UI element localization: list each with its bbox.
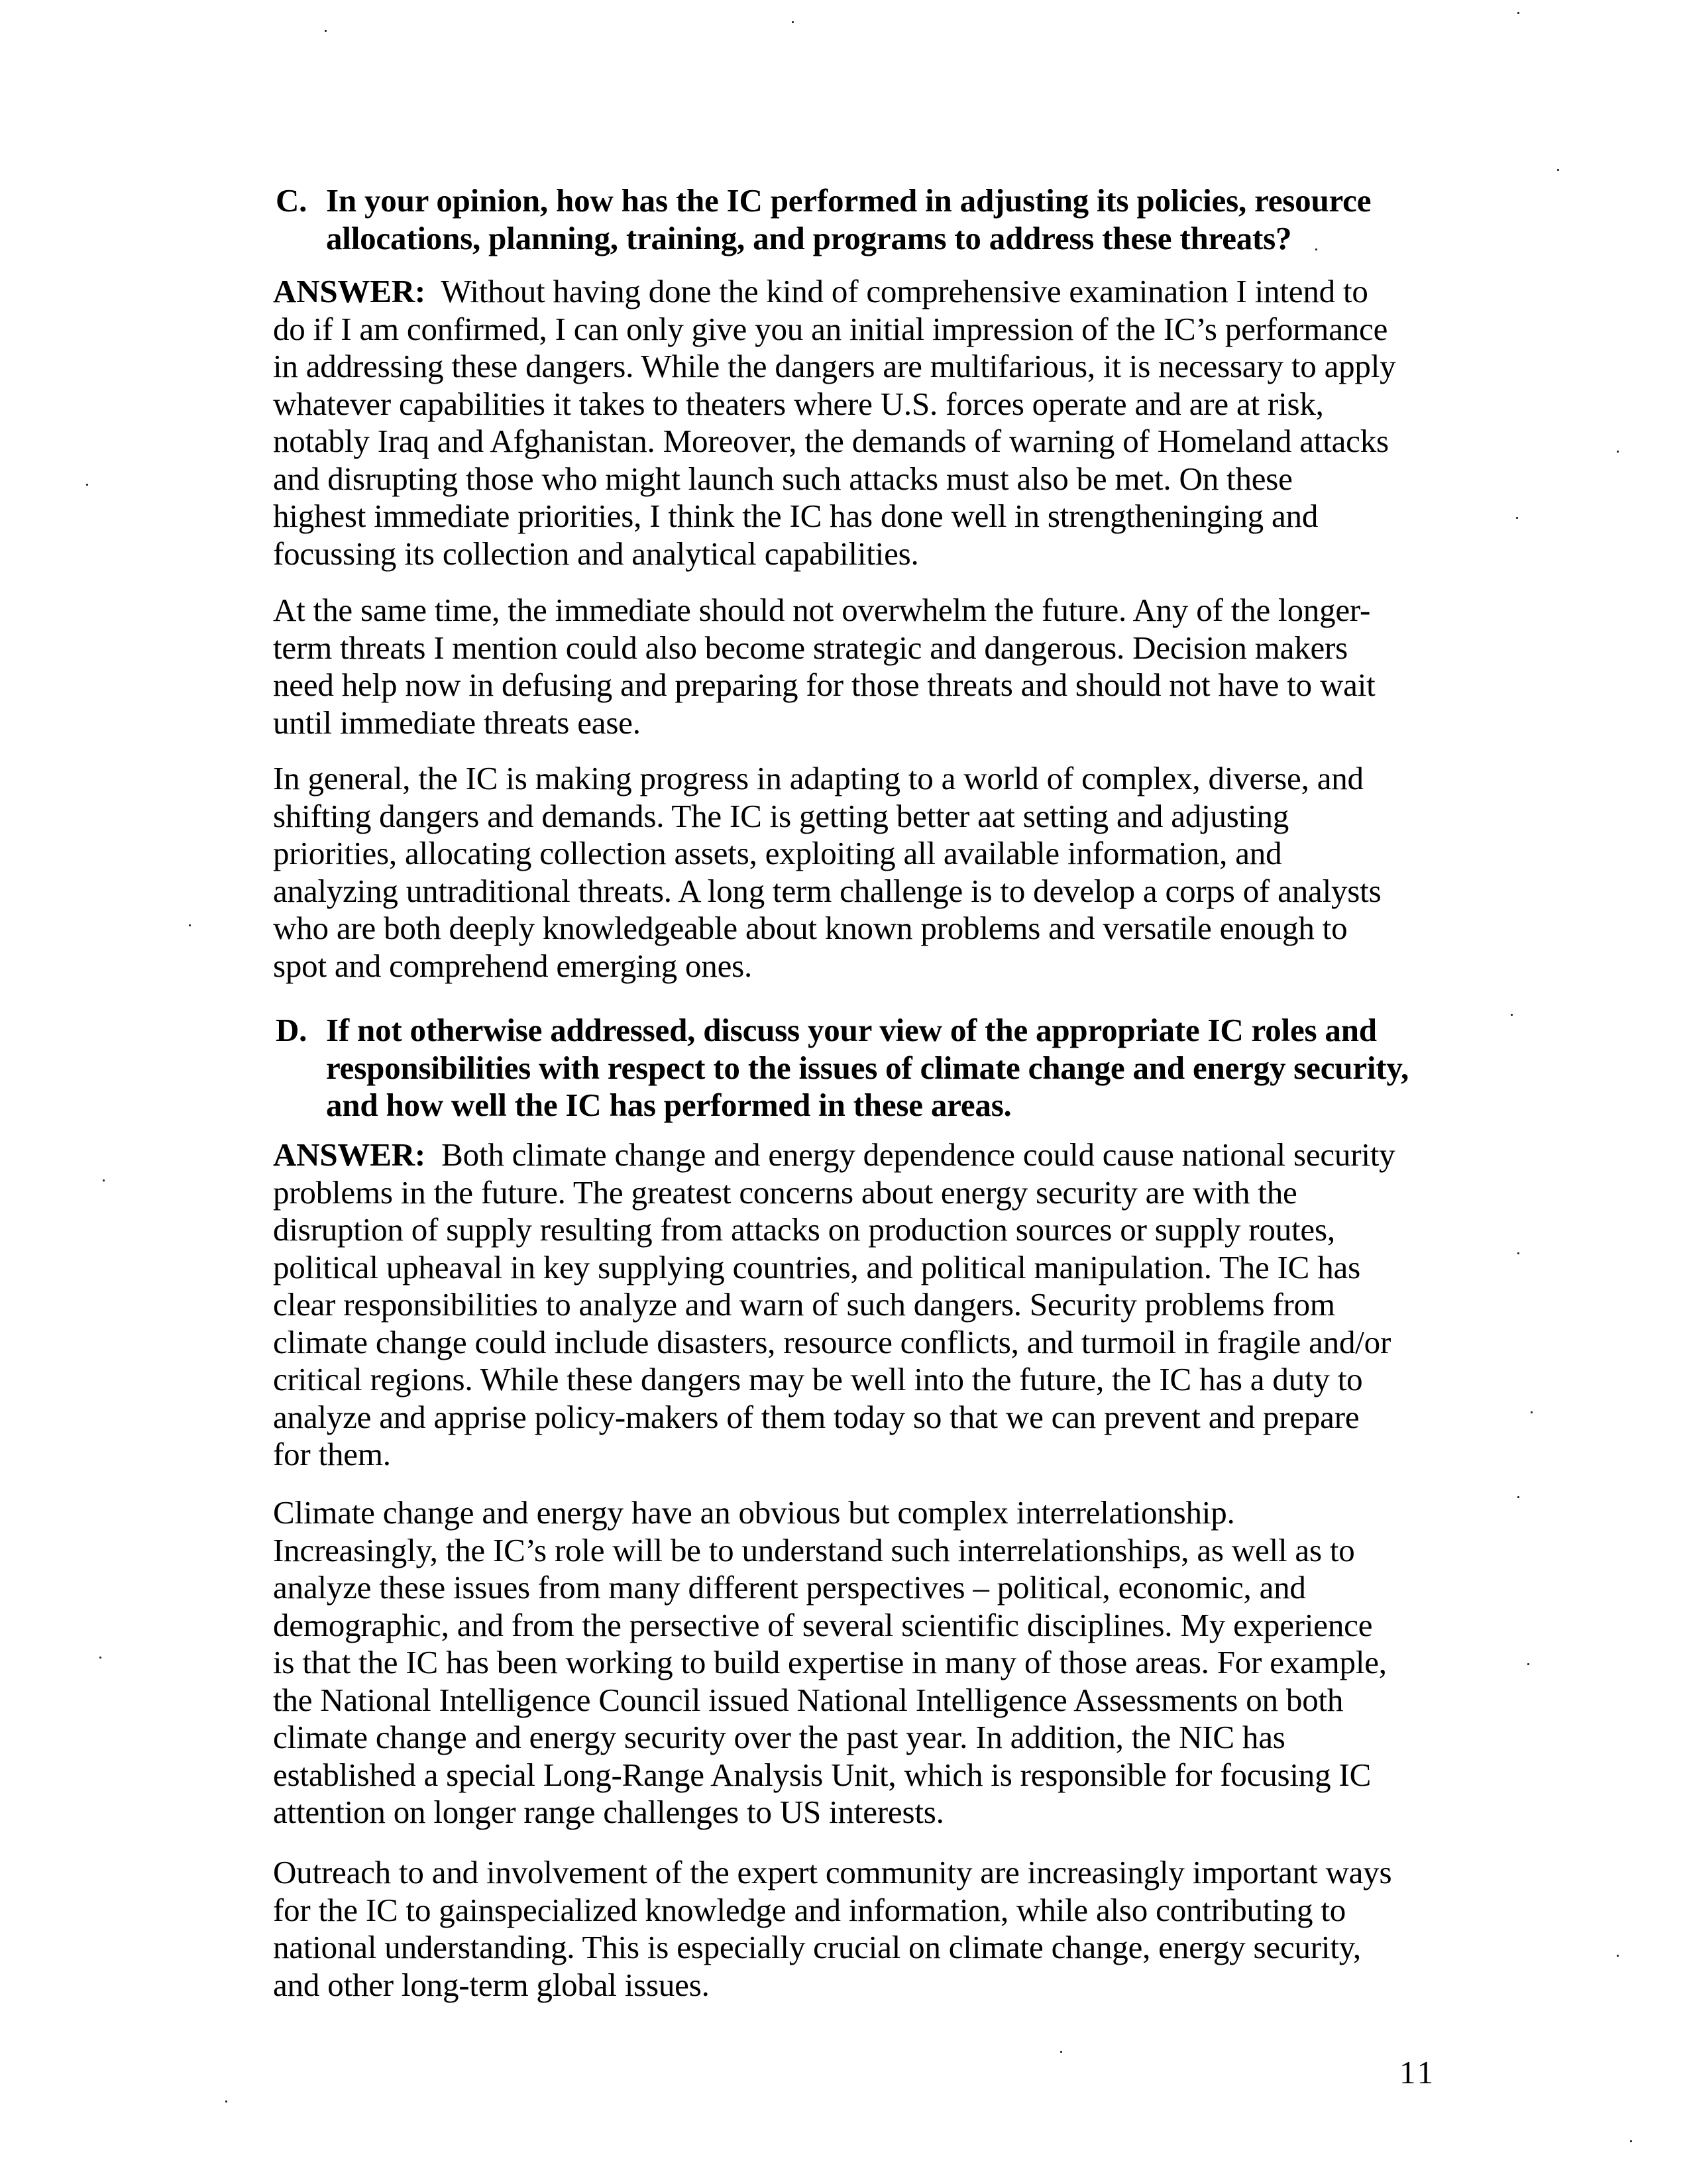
answer-line: At the same time, the immediate should not overwhelm the future. Any of the longer- bbox=[273, 592, 1371, 628]
answer-line: whatever capabilities it takes to theaters where U.S. forces operate and are at risk, bbox=[273, 385, 1324, 422]
scan-speck bbox=[1557, 169, 1559, 171]
answer-line: notably Iraq and Afghanistan. Moreover, the demands of warning of Homeland attacks bbox=[273, 423, 1389, 459]
answer-line: established a special Long-Range Analysis Unit, which is responsible for focusing IC bbox=[273, 1756, 1372, 1793]
scan-speck bbox=[1516, 517, 1518, 519]
answer-line: Increasingly, the IC’s role will be to understand such interrelationships, as well as to bbox=[273, 1531, 1355, 1568]
scan-speck bbox=[1617, 1955, 1619, 1957]
answer-line: until immediate threats ease. bbox=[273, 704, 641, 741]
answer-line: term threats I mention could also become strategic and dangerous. Decision makers bbox=[273, 629, 1348, 666]
answer-line: priorities, allocating collection assets, exploiting all available information, and bbox=[273, 835, 1282, 871]
question-d bbox=[273, 1012, 1452, 1124]
answer-line: the National Intelligence Council issued National Intelligence Assessments on both bbox=[273, 1681, 1344, 1718]
answer-line: Climate change and energy have an obvious but complex interrelationship. bbox=[273, 1494, 1235, 1531]
answer-line: disruption of supply resulting from attacks on production sources or supply routes, bbox=[273, 1211, 1335, 1248]
scan-speck bbox=[1531, 1411, 1533, 1413]
answer-line: highest immediate priorities, I think the IC has done well in strengtheninging and bbox=[273, 498, 1319, 534]
question-letter: C. bbox=[276, 182, 307, 219]
question-c bbox=[273, 182, 1452, 257]
scan-speck bbox=[225, 2101, 227, 2102]
answer-line: spot and comprehend emerging ones. bbox=[273, 947, 753, 984]
question-text: If not otherwise addressed, discuss your view of the appropriate IC roles and bbox=[326, 1012, 1377, 1048]
answer-line: and other long-term global issues. bbox=[273, 1966, 710, 2003]
answer-c-paragraph-2 bbox=[273, 592, 1452, 741]
answer-line: demographic, and from the persective of several scientific disciplines. My experience bbox=[273, 1606, 1373, 1643]
scan-speck bbox=[1630, 2140, 1632, 2142]
scan-speck bbox=[86, 484, 88, 486]
answer-line: is that the IC has been working to build expertise in many of those areas. For example, bbox=[273, 1644, 1387, 1680]
answer-line: need help now in defusing and preparing for those threats and should not have to wait bbox=[273, 667, 1376, 703]
page-number: 11 bbox=[1399, 2054, 1437, 2091]
question-text: In your opinion, how has the IC performed in adjusting its policies, resource bbox=[326, 182, 1372, 219]
answer-line: who are both deeply knowledgeable about known problems and versatile enough to bbox=[273, 910, 1348, 946]
scan-speck bbox=[99, 1657, 101, 1659]
answer-text: Both climate change and energy dependence could cause national security bbox=[441, 1136, 1395, 1173]
answer-line: shifting dangers and demands. The IC is getting better aat setting and adjusting bbox=[273, 797, 1289, 834]
answer-c-paragraph-3 bbox=[273, 760, 1452, 985]
scan-speck bbox=[103, 1179, 105, 1181]
question-letter: D. bbox=[276, 1012, 307, 1048]
question-text: allocations, planning, training, and programs to address these threats? bbox=[326, 219, 1292, 256]
answer-line: climate change could include disasters, resource conflicts, and turmoil in fragile and/or bbox=[273, 1323, 1391, 1360]
scan-speck bbox=[189, 924, 191, 926]
answer-d-paragraph-2 bbox=[273, 1494, 1452, 1831]
answer-line: analyze these issues from many different perspectives – political, economic, and bbox=[273, 1569, 1306, 1606]
question-line bbox=[273, 220, 1452, 258]
question-line bbox=[273, 1087, 1452, 1124]
answer-d-paragraph-3 bbox=[273, 1854, 1452, 2004]
answer-line: focussing its collection and analytical capabilities. bbox=[273, 535, 919, 572]
answer-line: Outreach to and involvement of the expert community are increasingly important ways bbox=[273, 1854, 1392, 1890]
scan-speck bbox=[1517, 1252, 1519, 1254]
question-line bbox=[273, 182, 1452, 220]
answer-line bbox=[273, 1136, 1452, 1174]
answer-label: ANSWER: bbox=[273, 1136, 426, 1173]
answer-line: critical regions. While these dangers may be well into the future, the IC has a duty to bbox=[273, 1361, 1363, 1397]
scan-speck bbox=[792, 21, 794, 23]
answer-line: attention on longer range challenges to US interests. bbox=[273, 1794, 944, 1830]
answer-line: analyze and apprise policy-makers of them today so that we can prevent and prepare bbox=[273, 1398, 1360, 1435]
answer-line: problems in the future. The greatest concerns about energy security are with the bbox=[273, 1174, 1297, 1211]
question-text: responsibilities with respect to the issues of climate change and energy security, bbox=[326, 1049, 1409, 1086]
answer-line: climate change and energy security over the past year. In addition, the NIC has bbox=[273, 1719, 1285, 1755]
answer-line: political upheaval in key supplying countries, and political manipulation. The IC has bbox=[273, 1248, 1360, 1285]
answer-label: ANSWER: bbox=[273, 273, 426, 309]
scan-speck bbox=[1060, 2051, 1062, 2053]
answer-line: for them. bbox=[273, 1436, 391, 1472]
scan-speck bbox=[1527, 1663, 1529, 1665]
scan-speck bbox=[1617, 451, 1619, 453]
scan-speck bbox=[1517, 12, 1519, 14]
scan-speck bbox=[325, 30, 327, 32]
answer-line: for the IC to gainspecialized knowledge and information, while also contributing to bbox=[273, 1891, 1346, 1928]
scan-speck bbox=[1517, 1496, 1519, 1498]
answer-line bbox=[273, 273, 1452, 311]
answer-line: In general, the IC is making progress in adapting to a world of complex, diverse, and bbox=[273, 760, 1364, 796]
answer-line: analyzing untraditional threats. A long term challenge is to develop a corps of analysts bbox=[273, 872, 1382, 909]
answer-line: clear responsibilities to analyze and warn of such dangers. Security problems from bbox=[273, 1286, 1335, 1323]
answer-line: in addressing these dangers. While the dangers are multifarious, it is necessary to apply bbox=[273, 348, 1396, 384]
answer-line: national understanding. This is especially crucial on climate change, energy security, bbox=[273, 1929, 1361, 1965]
scan-speck bbox=[1315, 248, 1317, 250]
scan-speck bbox=[1511, 1014, 1513, 1016]
question-text: and how well the IC has performed in these areas. bbox=[326, 1087, 1012, 1123]
answer-line: do if I am confirmed, I can only give you an initial impression of the IC’s performance bbox=[273, 310, 1388, 347]
question-line bbox=[273, 1050, 1452, 1087]
answer-c-paragraph-1 bbox=[273, 273, 1452, 573]
answer-d-paragraph-1 bbox=[273, 1136, 1452, 1474]
question-line bbox=[273, 1012, 1452, 1050]
answer-line: and disrupting those who might launch such attacks must also be met. On these bbox=[273, 460, 1293, 497]
answer-text: Without having done the kind of comprehensive examination I intend to bbox=[441, 273, 1368, 309]
